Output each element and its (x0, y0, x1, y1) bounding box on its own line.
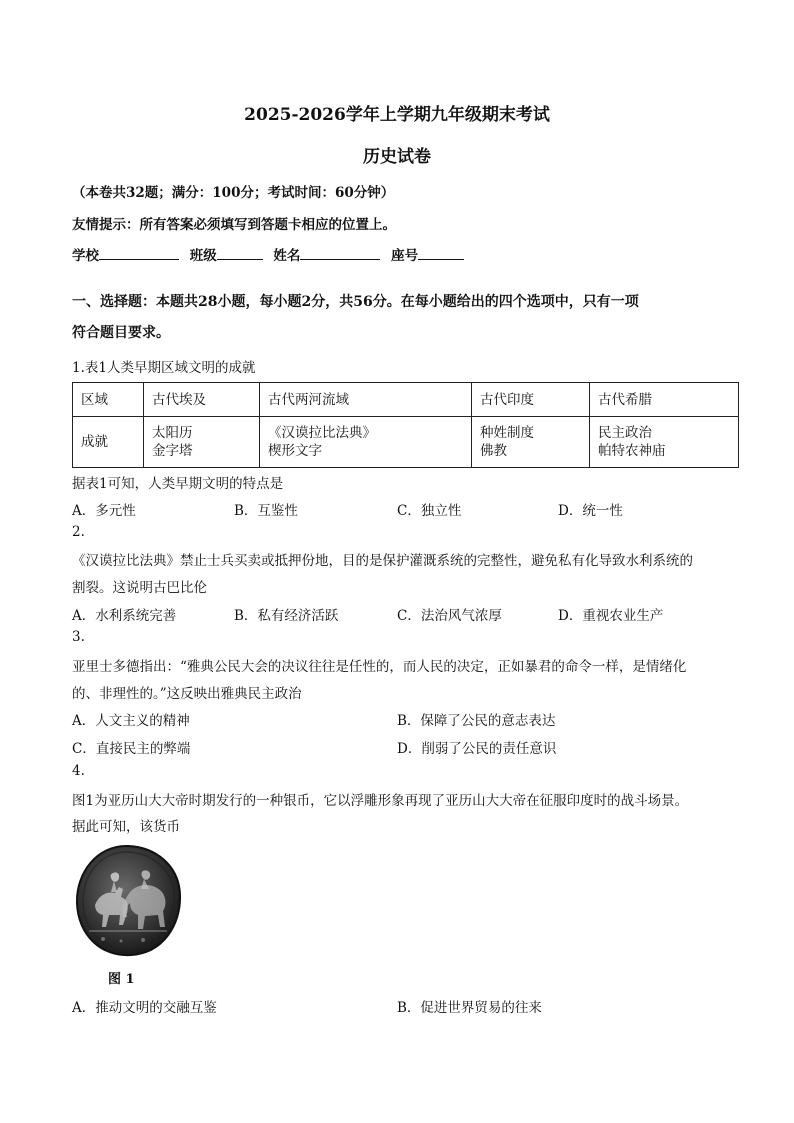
q3-number: 3. (72, 629, 85, 645)
cell-line: 《汉谟拉比法典》 (268, 425, 376, 441)
q3-option-a: A．人文主义的精神 (72, 713, 190, 729)
q2-option-a: A．水利系统完善 (72, 608, 177, 624)
seat-blank (418, 245, 464, 260)
table-header-cell: 古代印度 (472, 383, 590, 417)
q2-option-b: B．私有经济活跃 (234, 608, 339, 624)
cell-line: 民主政治 (598, 425, 652, 441)
table-cell (144, 417, 260, 468)
q3-option-c: C．直接民主的弊端 (72, 741, 191, 757)
student-info-line (72, 244, 470, 264)
q1-option-c: C．独立性 (397, 503, 462, 519)
table-cell (260, 417, 472, 468)
q3-option-b: B．保障了公民的意志表达 (397, 713, 556, 729)
q4-line1: 图1为亚历山大大帝时期发行的一种银币，它以浮雕形象再现了亚历山大大帝在征服印度时的战斗场景。 (72, 793, 689, 809)
q4-number: 4. (72, 763, 85, 779)
school-blank (99, 245, 179, 260)
q1-option-d: D．统一性 (558, 503, 623, 519)
q1-option-b: B．互鉴性 (234, 503, 298, 519)
table-header-cell: 古代两河流域 (260, 383, 472, 417)
coin-image (73, 843, 183, 958)
cell-line: 太阳历 (152, 425, 193, 441)
table-row-label: 成就 (73, 417, 144, 468)
q3-option-d: D．削弱了公民的责任意识 (397, 741, 557, 757)
q4-line2: 据此可知，该货币 (72, 819, 180, 835)
seat-label: 座号 (391, 248, 419, 264)
exam-title: 2025-2026学年上学期九年级期末考试 (244, 105, 550, 125)
figure-label: 图 1 (108, 972, 135, 987)
q4-option-a: A．推动文明的交融互鉴 (72, 1000, 217, 1016)
section-heading-line1: 一、选择题：本题共28小题，每小题2分，共56分。在每小题给出的四个选项中，只有一项 (72, 294, 639, 310)
q3-line1: 亚里士多德指出：“雅典公民大会的决议往往是任性的，而人民的决定，正如暴君的命令一样，是情绪化 (72, 659, 687, 675)
subject-title: 历史试卷 (363, 147, 431, 167)
cell-line: 佛教 (480, 443, 507, 459)
exam-info: （本卷共32题；满分：100分；考试时间：60分钟） (72, 185, 395, 201)
q1-stem: 1.表1人类早期区域文明的成就 (72, 360, 256, 376)
table-header-cell: 古代埃及 (144, 383, 260, 417)
table-cell (472, 417, 590, 468)
cell-line: 金字塔 (152, 443, 193, 459)
table-row (73, 417, 739, 468)
school-label: 学校 (72, 248, 99, 264)
table-header-row (73, 383, 739, 417)
cell-line: 楔形文字 (268, 443, 322, 459)
q4-option-b: B．促进世界贸易的往来 (397, 1000, 542, 1016)
q1-question: 据表1可知，人类早期文明的特点是 (72, 476, 284, 492)
table-cell (590, 417, 739, 468)
cell-line: 帕特农神庙 (598, 443, 666, 459)
q1-option-a: A．多元性 (72, 503, 136, 519)
q2-option-d: D．重视农业生产 (558, 608, 664, 624)
section-heading-line2: 符合题目要求。 (72, 325, 170, 341)
table-header-cell: 古代希腊 (590, 383, 739, 417)
reminder: 友情提示：所有答案必须填写到答题卡相应的位置上。 (72, 217, 396, 233)
name-label: 姓名 (273, 248, 301, 264)
class-blank (217, 245, 263, 260)
q2-line1: 《汉谟拉比法典》禁止士兵买卖或抵押份地，目的是保护灌溉系统的完整性，避免私有化导致水利系统的 (72, 553, 693, 569)
civilization-table (72, 382, 739, 468)
name-blank (300, 245, 380, 260)
q2-option-c: C．法治风气浓厚 (397, 608, 502, 624)
cell-line: 种姓制度 (480, 425, 534, 441)
q2-number: 2. (72, 524, 85, 540)
table-header-cell: 区域 (73, 383, 144, 417)
q3-line2: 的、非理性的。”这反映出雅典民主政治 (72, 686, 302, 702)
q2-line2: 割裂。这说明古巴比伦 (72, 580, 207, 596)
class-label: 班级 (189, 248, 217, 264)
